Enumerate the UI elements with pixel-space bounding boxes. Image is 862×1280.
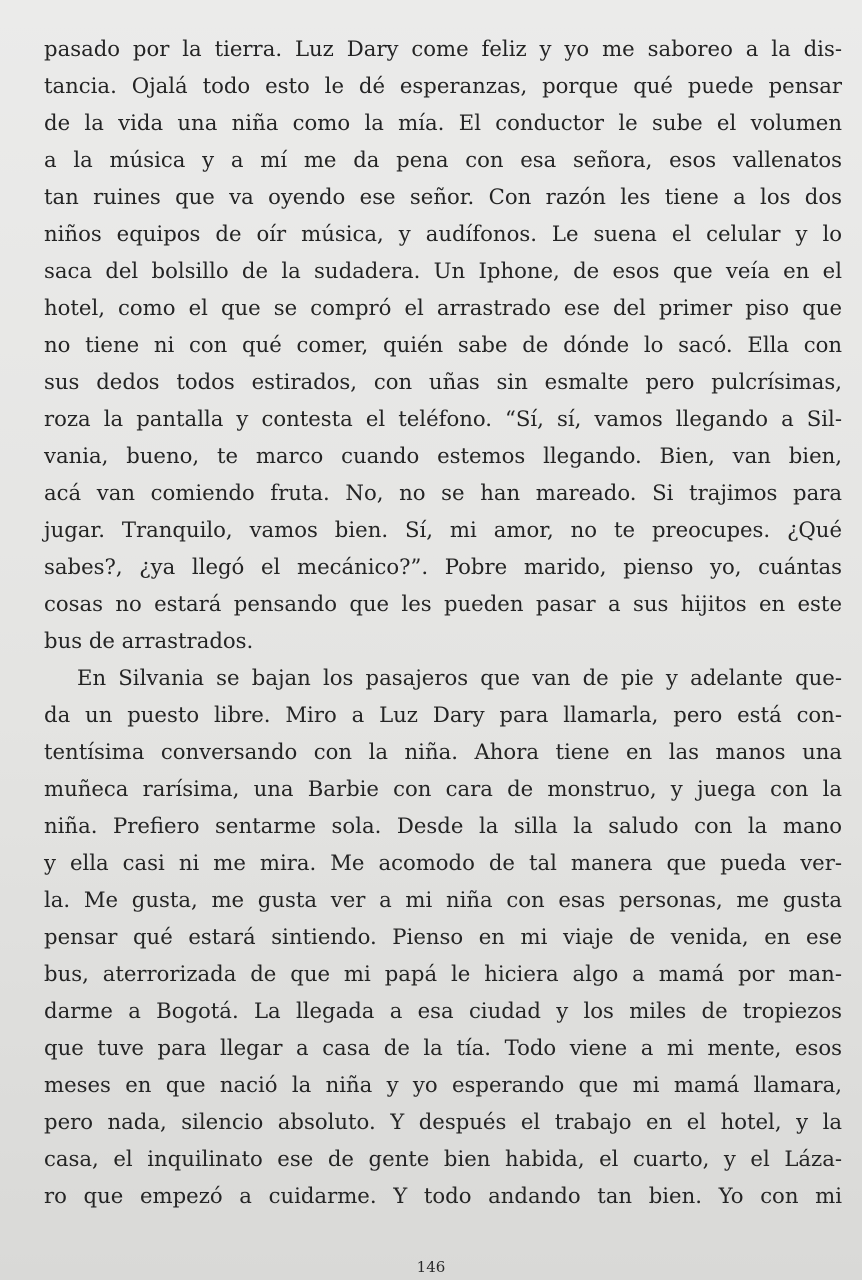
text-line: la. Me gusta, me gusta ver a mi niña con esas personas, me gusta <box>44 887 842 912</box>
text-line: vania, bueno, te marco cuando estemos llegando. Bien, van bien, <box>44 443 842 468</box>
text-line: niños equipos de oír música, y audífonos. Le suena el celular y lo <box>44 221 842 246</box>
text-line: que tuve para llegar a casa de la tía. Todo viene a mi mente, esos <box>44 1035 842 1060</box>
text-line: meses en que nació la niña y yo esperando que mi mamá llamara, <box>44 1072 842 1097</box>
paragraph-2 <box>44 659 842 1214</box>
text-line: darme a Bogotá. La llegada a esa ciudad y los miles de tropiezos <box>44 998 842 1023</box>
body-text <box>44 30 842 1214</box>
text-line: cosas no estará pensando que les pueden pasar a sus hijitos en este <box>44 591 842 616</box>
paragraph-1 <box>44 30 842 659</box>
text-line: bus de arrastrados. <box>44 628 254 653</box>
text-line: tancia. Ojalá todo esto le dé esperanzas, porque qué puede pensar <box>44 73 842 98</box>
text-line: tan ruines que va oyendo ese señor. Con razón les tiene a los dos <box>44 184 842 209</box>
text-line: pensar qué estará sintiendo. Pienso en mi viaje de venida, en ese <box>44 924 842 949</box>
text-line: acá van comiendo fruta. No, no se han mareado. Si trajimos para <box>44 480 842 505</box>
text-line: roza la pantalla y contesta el teléfono. “Sí, sí, vamos llegando a Sil- <box>44 406 842 431</box>
text-line: saca del bolsillo de la sudadera. Un Iphone, de esos que veía en el <box>44 258 842 283</box>
text-line: ro que empezó a cuidarme. Y todo andando tan bien. Yo con mi <box>44 1183 842 1208</box>
text-line: tentísima conversando con la niña. Ahora tiene en las manos una <box>44 739 842 764</box>
text-line: de la vida una niña como la mía. El conductor le sube el volumen <box>44 110 842 135</box>
text-line: jugar. Tranquilo, vamos bien. Sí, mi amor, no te preocupes. ¿Qué <box>44 517 842 542</box>
text-line: y ella casi ni me mira. Me acomodo de tal manera que pueda ver- <box>44 850 842 875</box>
text-line: muñeca rarísima, una Barbie con cara de monstruo, y juega con la <box>44 776 842 801</box>
page-number: 146 <box>416 1258 446 1276</box>
text-line: casa, el inquilinato ese de gente bien habida, el cuarto, y el Láza- <box>44 1146 842 1171</box>
text-line: niña. Prefiero sentarme sola. Desde la silla la saludo con la mano <box>44 813 842 838</box>
text-line: pero nada, silencio absoluto. Y después el trabajo en el hotel, y la <box>44 1109 842 1134</box>
text-line: sus dedos todos estirados, con uñas sin esmalte pero pulcrísimas, <box>44 369 842 394</box>
text-line: a la música y a mí me da pena con esa señora, esos vallenatos <box>44 147 842 172</box>
text-line: hotel, como el que se compró el arrastrado ese del primer piso que <box>44 295 842 320</box>
text-line: da un puesto libre. Miro a Luz Dary para llamarla, pero está con- <box>44 702 842 727</box>
text-line: sabes?, ¿ya llegó el mecánico?”. Pobre marido, pienso yo, cuántas <box>44 554 842 579</box>
text-line: pasado por la tierra. Luz Dary come feliz y yo me saboreo a la dis- <box>44 36 842 61</box>
text-line: bus, aterrorizada de que mi papá le hiciera algo a mamá por man- <box>44 961 842 986</box>
text-line: En Silvania se bajan los pasajeros que van de pie y adelante que- <box>77 665 842 690</box>
text-line: no tiene ni con qué comer, quién sabe de dónde lo sacó. Ella con <box>44 332 842 357</box>
